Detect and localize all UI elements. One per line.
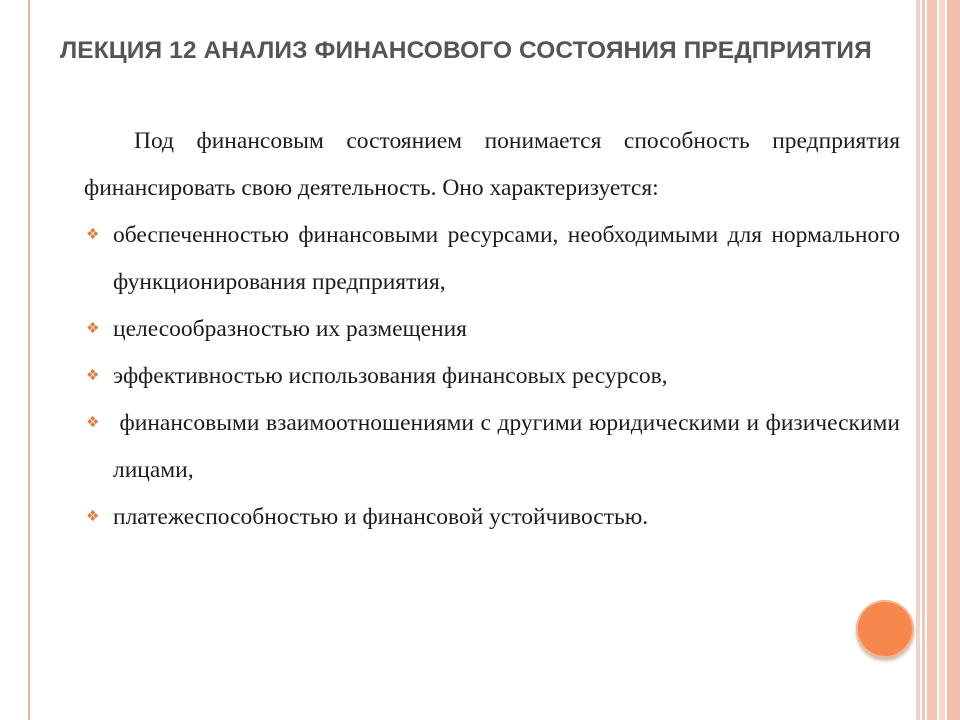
list-item [84, 306, 900, 353]
bullet-text: финансовыми взаимоотношениями с другими юридическими и физическими лицами, [113, 410, 906, 483]
slide-body [84, 118, 906, 541]
bullet-text: эффективностью использования финансовых ресурсов, [113, 363, 668, 389]
list-item [84, 353, 900, 400]
left-border-line [28, 0, 30, 720]
decorative-circle [856, 600, 914, 658]
list-item [84, 212, 900, 306]
diamond-bullet-icon: ❖ [86, 321, 100, 337]
list-item [84, 494, 900, 541]
diamond-bullet-icon: ❖ [86, 227, 100, 243]
bullet-text: целесообразностью их размещения [113, 316, 467, 342]
decorative-stripes [916, 0, 960, 720]
bullet-text: обеспеченностью финансовыми ресурсами, необходимыми для нормального функционирования предприятия, [113, 222, 900, 295]
diamond-bullet-icon: ❖ [86, 415, 100, 431]
stripe [916, 0, 920, 720]
bullet-list [84, 212, 906, 541]
stripe [922, 0, 925, 720]
diamond-bullet-icon: ❖ [86, 509, 100, 525]
stripe [939, 0, 945, 720]
bullet-text: платежеспособностью и финансовой устойчивостью. [113, 504, 649, 530]
slide-title: ЛЕКЦИЯ 12 АНАЛИЗ ФИНАНСОВОГО СОСТОЯНИЯ ПРЕДПРИЯТИЯ [60, 37, 872, 64]
intro-paragraph: Под финансовым состоянием понимается способность предприятия финансировать свою деятельность. Оно характеризуется: [84, 128, 900, 201]
list-item [84, 400, 906, 494]
stripe [927, 0, 937, 720]
diamond-bullet-icon: ❖ [86, 368, 100, 384]
stripe [947, 0, 960, 720]
